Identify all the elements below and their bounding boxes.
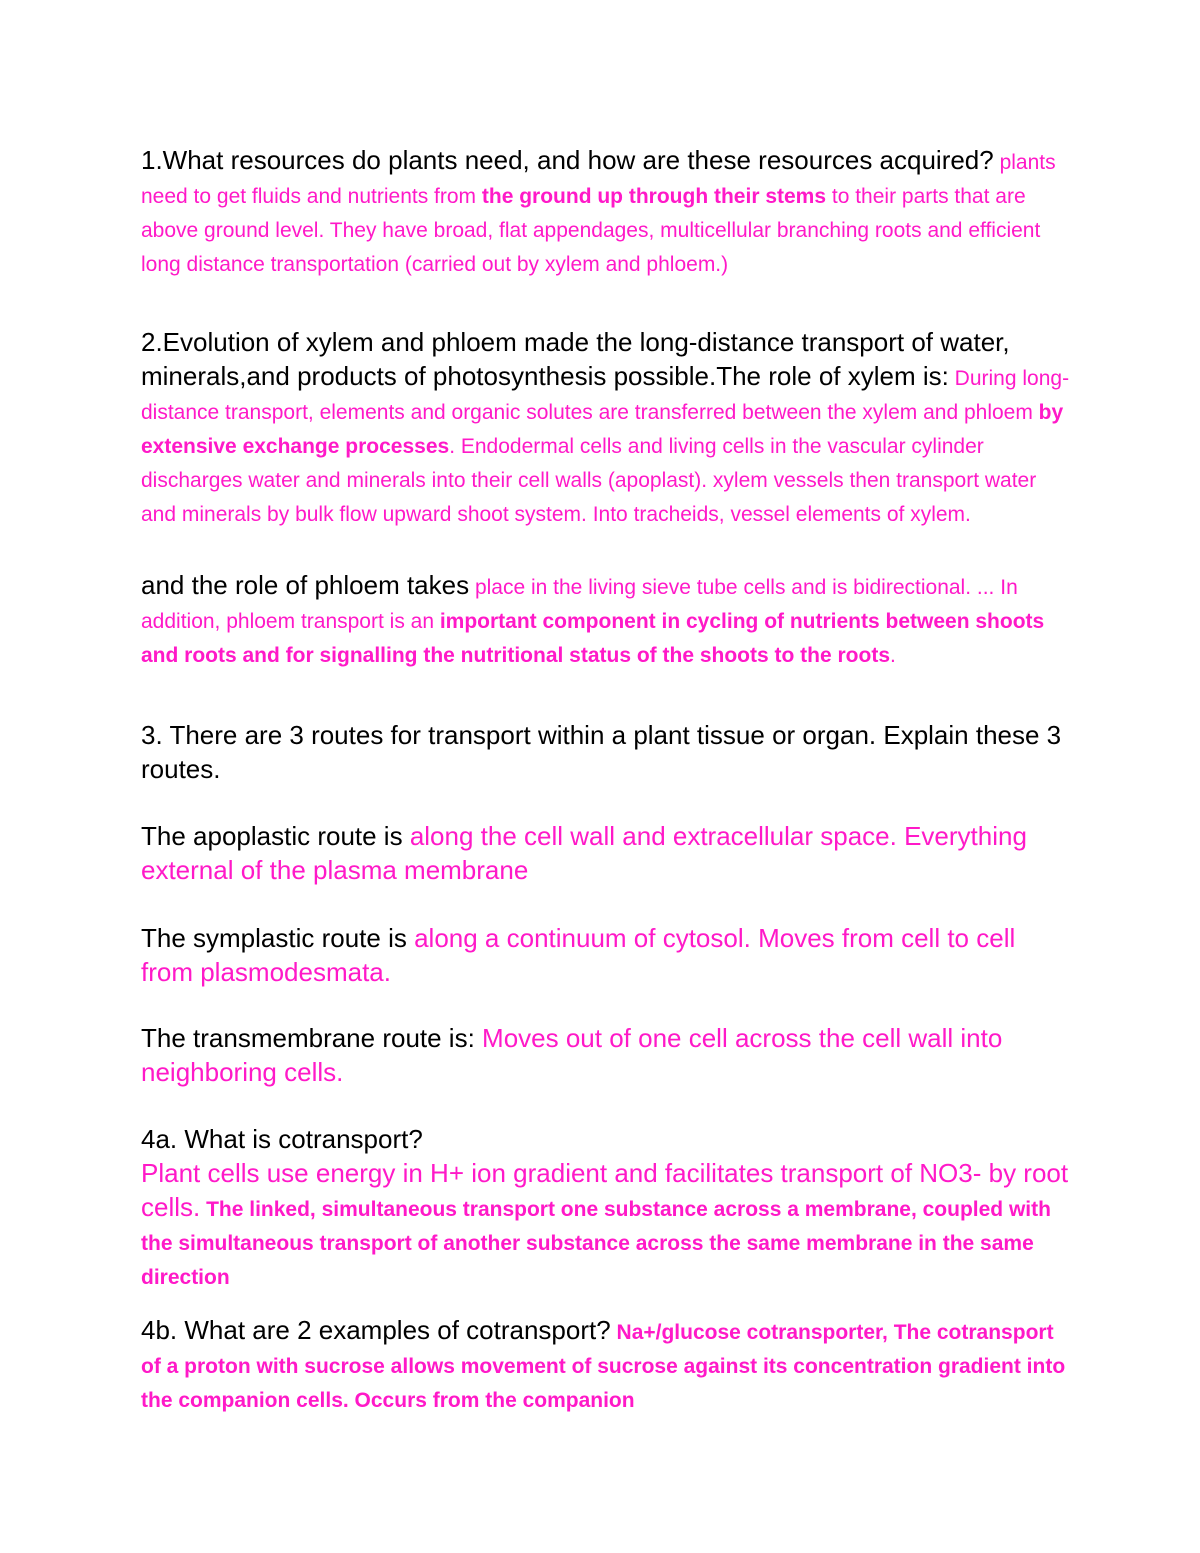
question-1-block: [141, 143, 1071, 279]
answer-4a-paragraph: [141, 1156, 1071, 1292]
symplastic-route-label: The symplastic route is: [141, 923, 415, 953]
apoplastic-route-block: [141, 819, 1071, 887]
answer-1-bold: the ground up through their stems: [481, 185, 827, 208]
answer-2b-bold: important component in cycling of nutrients between shoots and roots and for signalling the nutritional status of the shoots to the roots: [141, 610, 1045, 667]
answer-2b-text-cont: .: [890, 644, 896, 667]
question-2b-paragraph: [141, 568, 1071, 670]
answer-4b-bold: Na+/glucose cotransporter, The cotransport of a proton with sucrose allows movement of sucrose against its concentration gradient into the companion cells. Occurs from the companion: [141, 1321, 1066, 1412]
apoplastic-route-paragraph: [141, 819, 1071, 887]
symplastic-route-paragraph: [141, 921, 1071, 989]
question-4a-text: 4a. What is cotransport?: [141, 1124, 423, 1154]
question-3-block: [141, 718, 1071, 786]
question-2b-text: and the role of phloem takes: [141, 570, 470, 600]
answer-2b-text: place in the living sieve tube cells and is bidirectional. ... In addition, phloem transport is an: [141, 576, 1018, 633]
apoplastic-route-label: The apoplastic route is: [141, 821, 410, 851]
symplastic-route-answer: along a continuum of cytosol. Moves from cell to cell from plasmodesmata.: [141, 923, 1016, 987]
answer-2-bold: by extensive exchange processes: [141, 401, 1064, 458]
transmembrane-route-paragraph: [141, 1021, 1071, 1089]
transmembrane-route-label: The transmembrane route is:: [141, 1023, 483, 1053]
question-4a-block: [141, 1122, 1071, 1292]
question-4b-paragraph: [141, 1313, 1071, 1415]
transmembrane-route-block: [141, 1021, 1071, 1089]
answer-1-text-cont: to their parts that are above ground level. They have broad, flat appendages, multicellular branching roots and efficient long distance transportation (carried out by xylem and phloem.): [141, 185, 1041, 276]
question-1-text: 1.What resources do plants need, and how are these resources acquired?: [141, 145, 994, 175]
question-1-paragraph: [141, 143, 1071, 279]
question-4b-text: 4b. What are 2 examples of cotransport?: [141, 1315, 611, 1345]
question-3-text: 3. There are 3 routes for transport within a plant tissue or organ. Explain these 3 routes.: [141, 720, 1062, 784]
question-2-block: [141, 325, 1071, 529]
answer-1-text: plants need to get fluids and nutrients from: [141, 151, 1056, 208]
answer-2-text: During long-distance transport, elements and organic solutes are transferred between the xylem and phloem: [141, 367, 1070, 424]
answer-2-text-cont: . Endodermal cells and living cells in the vascular cylinder discharges water and minerals into their cell walls (apoplast). xylem vessels then transport water and minerals by bulk flow upward shoot system. Into tracheids, vessel elements of xylem.: [141, 435, 1037, 526]
symplastic-route-block: [141, 921, 1071, 989]
question-4b-block: [141, 1313, 1071, 1415]
apoplastic-route-answer: along the cell wall and extracellular space. Everything external of the plasma membrane: [141, 821, 1027, 885]
answer-4a-large: Plant cells use energy in H+ ion gradient and facilitates transport of NO3- by root cells.: [141, 1158, 1069, 1222]
question-2-paragraph: [141, 325, 1071, 529]
transmembrane-route-answer: Moves out of one cell across the cell wall into neighboring cells.: [141, 1023, 1003, 1087]
answer-4a-bold: The linked, simultaneous transport one substance across a membrane, coupled with the simultaneous transport of another substance across the same membrane in the same direction: [141, 1198, 1051, 1289]
question-2-text: 2.Evolution of xylem and phloem made the long-distance transport of water, minerals,and products of photosynthesis possible.The role of xylem is:: [141, 327, 1010, 391]
question-2b-block: [141, 568, 1071, 670]
